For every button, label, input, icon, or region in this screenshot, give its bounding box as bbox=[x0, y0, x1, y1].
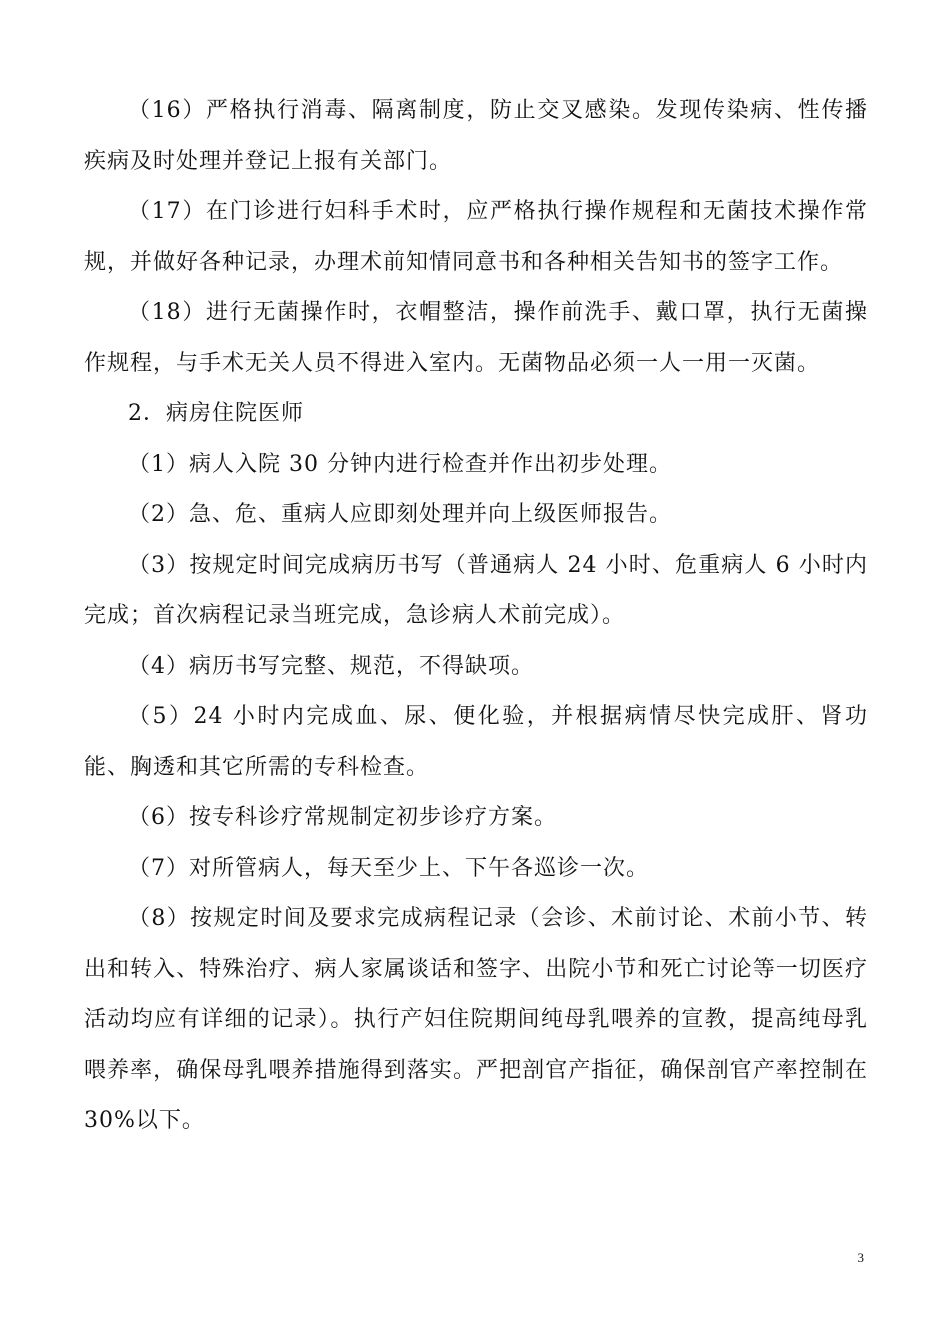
paragraph-17: （17）在门诊进行妇科手术时，应严格执行操作规程和无菌技术操作常规，并做好各种记录，办理术前知情同意书和各种相关告知书的签字工作。 bbox=[84, 199, 868, 275]
section-item-3: （3）按规定时间完成病历书写（普通病人 24 小时、危重病人 6 小时内完成；首次病程记录当班完成，急诊病人术前完成）。 bbox=[84, 552, 868, 628]
page-number: 3 bbox=[857, 1250, 864, 1265]
section-item-1: （1）病人入院 30 分钟内进行检查并作出初步处理。 bbox=[128, 451, 672, 477]
document-body bbox=[84, 86, 868, 1147]
section-item-8: （8）按规定时间及要求完成病程记录（会诊、术前讨论、术前小节、转出和转入、特殊治疗、病人家属谈话和签字、出院小节和死亡讨论等一切医疗活动均应有详细的记录）。执行产妇住院期间纯母乳喂养的宣教，提高纯母乳喂养率，确保母乳喂养措施得到落实。严把剖官产指征，确保剖官产率控制在 30%以下。 bbox=[84, 906, 868, 1133]
paragraph-16: （16）严格执行消毒、隔离制度，防止交叉感染。发现传染病、性传播疾病及时处理并登记上报有关部门。 bbox=[84, 98, 868, 174]
section-item-2: （2）急、危、重病人应即刻处理并向上级医师报告。 bbox=[128, 502, 672, 527]
section-item-4: （4）病历书写完整、规范，不得缺项。 bbox=[128, 653, 534, 679]
section-heading: 2．病房住院医师 bbox=[128, 401, 304, 426]
section-item-7: （7）对所管病人，每天至少上、下午各巡诊一次。 bbox=[128, 855, 649, 881]
section-item-6: （6）按专科诊疗常规制定初步诊疗方案。 bbox=[128, 805, 557, 830]
paragraph-18: （18）进行无菌操作时，衣帽整洁，操作前洗手、戴口罩，执行无菌操作规程，与手术无关人员不得进入室内。无菌物品必须一人一用一灭菌。 bbox=[84, 300, 868, 376]
section-item-5: （5）24 小时内完成血、尿、便化验，并根据病情尽快完成肝、肾功能、胸透和其它所需的专科检查。 bbox=[84, 704, 868, 780]
